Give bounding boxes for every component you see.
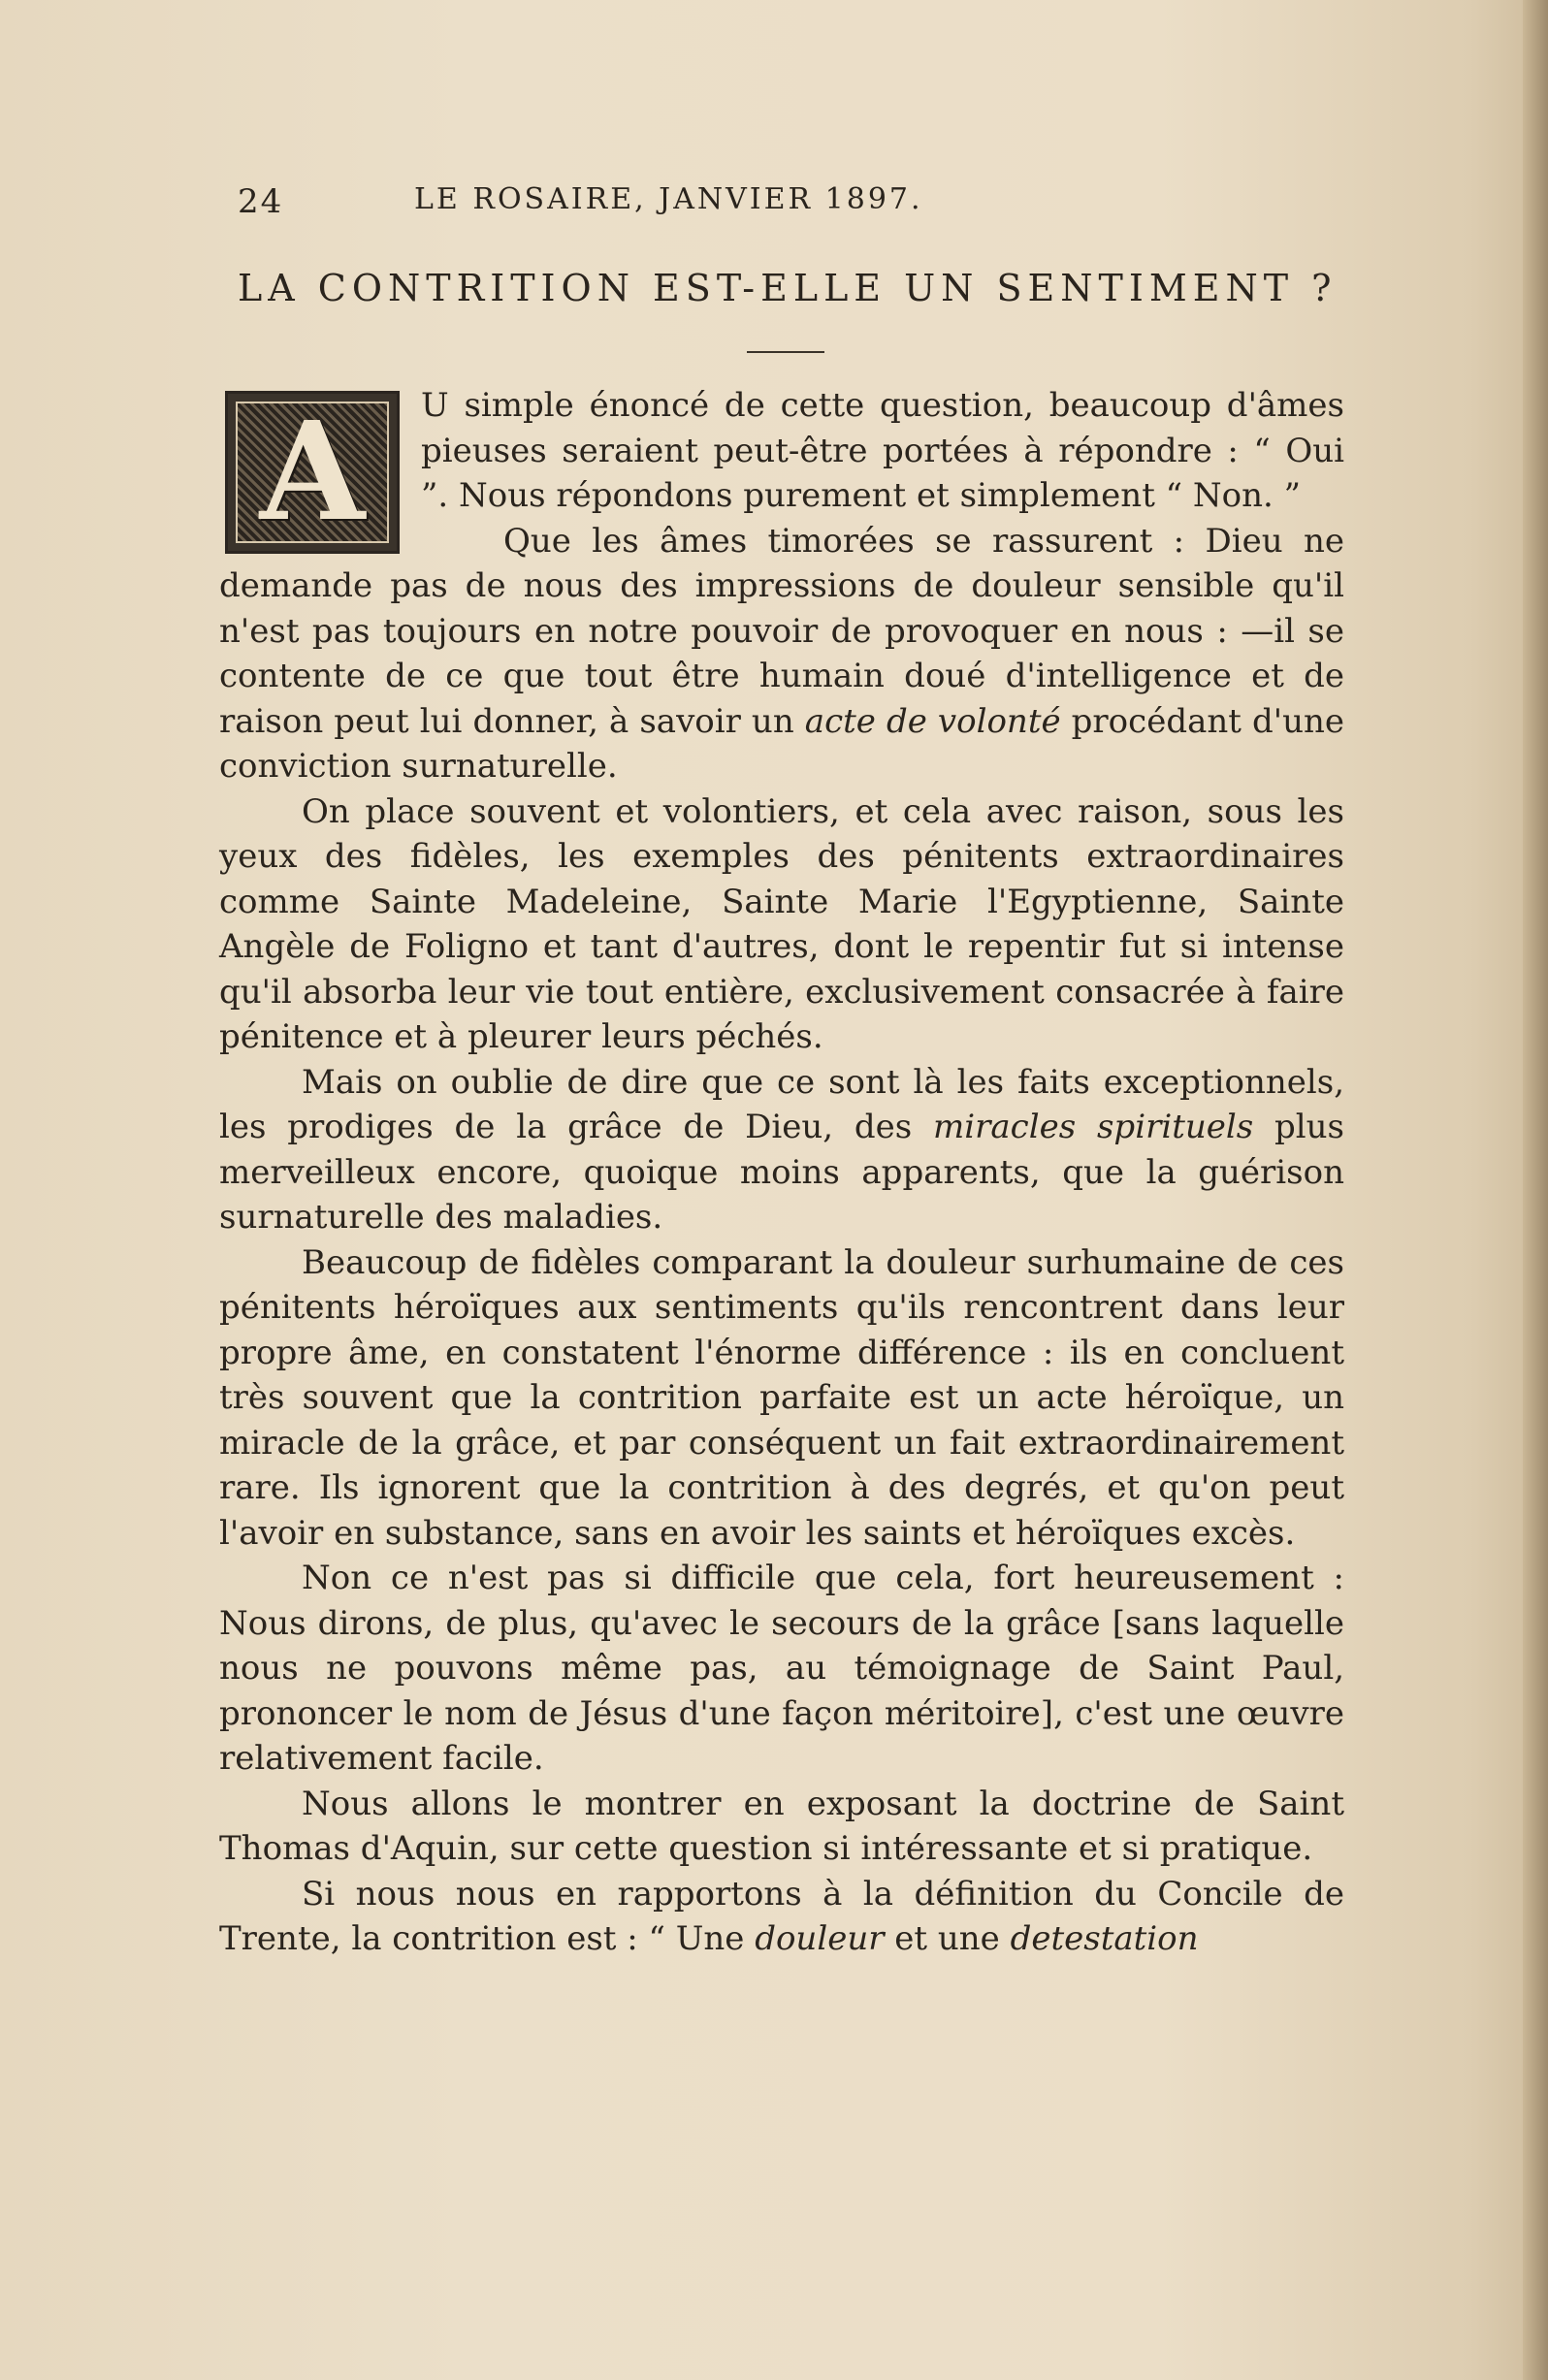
paragraph: Beaucoup de fidèles comparant la douleur surhumaine de ces pénitents héroïques aux sentiments qu'ils rencontrent dans leur propre âme, en constatent l'énorme différence : ils en concluent très souvent que la contrition parfaite est un acte héroïque, un miracle de la grâce, et par conséquent un fait extraordinairement rare. Ils ignorent que la contrition à des degrés, et qu'on peut l'avoir en substance, sans en avoir les saints et héroïques excès.	[219, 1242, 1344, 1553]
running-title: LE ROSAIRE, JANVIER 1897.	[414, 182, 923, 216]
paragraph-text: Que les âmes timorées se rassurent : Dieu ne demande pas de nous des impressions de douleur sensible qu'il n'est pas toujours en notre pouvoir de provoquer en nous : —il se contente de ce que tout être humain doué d'intelligence et de raison peut lui donner, à savoir un	[219, 521, 1344, 741]
page-number: 24	[238, 182, 284, 221]
paragraph-text: Si nous nous en rapportons à la définition du Concile de Trente, la contrition est : “ Une	[219, 1874, 1344, 1958]
article-body	[219, 383, 1344, 1962]
paragraph: On place souvent et volontiers, et cela avec raison, sous les yeux des fidèles, les exemples des pénitents extraordinaires comme Sainte Madeleine, Sainte Marie l'Egyptienne, Sainte Angèle de Foligno et tant d'autres, dont le repentir fut si intense qu'il absorba leur vie tout entière, exclusivement consacrée à faire pénitence et à pleurer leurs péchés.	[219, 791, 1344, 1056]
paragraph: Non ce n'est pas si difficile que cela, fort heureusement : Nous dirons, de plus, qu'avec le secours de la grâce [sans laquelle nous ne pouvons même pas, au témoignage de Saint Paul, prononcer le nom de Jésus d'une façon méritoire], c'est une œuvre relativement facile.	[219, 1559, 1344, 1778]
paragraph	[219, 1060, 1344, 1240]
dropcap-ornament	[225, 391, 400, 554]
italic-phrase: miracles spirituels	[933, 1108, 1254, 1146]
paragraph-text: et une	[884, 1919, 1011, 1958]
title-rule	[747, 351, 824, 353]
italic-phrase: douleur	[755, 1919, 885, 1958]
article-title: LA CONTRITION EST-ELLE UN SENTIMENT ?	[238, 267, 1338, 309]
paragraph: U simple énoncé de cette question, beaucoup d'âmes pieuses seraient peut-être portées à répondre : “ Oui ”. Nous répondons purement et simplement “ Non. ”	[421, 386, 1344, 515]
page-edge	[1523, 0, 1548, 2380]
italic-phrase: detestation	[1010, 1919, 1199, 1958]
paragraph-text: plus merveilleux encore, quoique moins apparents, que la guérison surnaturelle des maladies.	[219, 1108, 1344, 1237]
paragraph: Nous allons le montrer en exposant la doctrine de Saint Thomas d'Aquin, sur cette question si intéressante et si pratique.	[219, 1784, 1344, 1868]
paragraph-text: Mais on oublie de dire que ce sont là les faits exceptionnels, les prodiges de la grâce de Dieu, des	[219, 1062, 1344, 1146]
running-header	[238, 182, 1072, 221]
dropcap-letter: A	[259, 393, 366, 552]
paragraph	[219, 1872, 1344, 1962]
italic-phrase: acte de volonté	[804, 701, 1061, 741]
paragraph-text: procédant d'une conviction surnaturelle.	[219, 701, 1345, 786]
paragraph	[219, 519, 1344, 789]
